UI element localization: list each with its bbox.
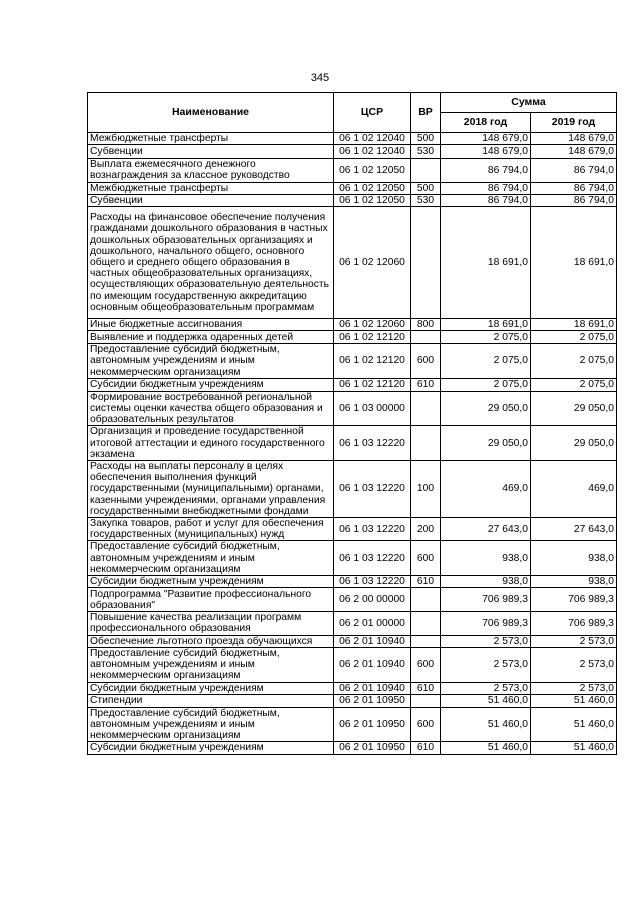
row-2018: 29 050,0 [441, 426, 531, 461]
row-name: Закупка товаров, работ и услуг для обеспечения государственных (муниципальных) нужд [88, 518, 334, 541]
row-2018: 148 679,0 [441, 145, 531, 159]
row-vr [411, 391, 441, 426]
row-2018: 148 679,0 [441, 133, 531, 145]
row-2018: 469,0 [441, 461, 531, 518]
table-row [88, 207, 617, 319]
row-vr: 610 [411, 576, 441, 588]
row-2019: 148 679,0 [531, 133, 617, 145]
row-csr: 06 1 03 00000 [334, 391, 411, 426]
row-csr: 06 1 02 12050 [334, 159, 411, 182]
row-vr: 800 [411, 319, 441, 331]
row-csr: 06 2 01 00000 [334, 612, 411, 635]
table-body [88, 133, 617, 755]
row-2018: 2 075,0 [441, 344, 531, 379]
row-2018: 2 573,0 [441, 647, 531, 682]
row-2018: 18 691,0 [441, 319, 531, 331]
row-name: Предоставление субсидий бюджетным, автономным учреждениям и иным некоммерческим организациям [88, 707, 334, 742]
row-2019: 29 050,0 [531, 391, 617, 426]
row-csr: 06 2 00 00000 [334, 588, 411, 612]
table-row [88, 426, 617, 461]
row-2019: 86 794,0 [531, 182, 617, 194]
row-vr [411, 207, 441, 319]
row-2019: 938,0 [531, 541, 617, 576]
row-2019: 86 794,0 [531, 194, 617, 206]
table-row [88, 159, 617, 182]
row-csr: 06 2 01 10940 [334, 635, 411, 647]
table-row [88, 742, 617, 754]
row-csr: 06 2 01 10940 [334, 647, 411, 682]
row-name: Выявление и поддержка одаренных детей [88, 331, 334, 344]
row-name: Выплата ежемесячного денежного вознаграждения за классное руководство [88, 159, 334, 182]
row-csr: 06 1 03 12220 [334, 576, 411, 588]
row-csr: 06 1 02 12040 [334, 133, 411, 145]
row-vr [411, 588, 441, 612]
row-name: Повышение качества реализации программ профессионального образования [88, 612, 334, 635]
row-vr: 530 [411, 194, 441, 206]
row-2019: 86 794,0 [531, 159, 617, 182]
row-2019: 27 643,0 [531, 518, 617, 541]
table-row [88, 541, 617, 576]
row-2018: 86 794,0 [441, 194, 531, 206]
row-2019: 2 573,0 [531, 647, 617, 682]
header-sum: Сумма [441, 93, 617, 113]
table-row [88, 391, 617, 426]
row-name: Формирование востребованной региональной системы оценки качества общего образования и образовательных результатов [88, 391, 334, 426]
table-row [88, 576, 617, 588]
row-csr: 06 1 02 12120 [334, 344, 411, 379]
table-header [88, 93, 617, 133]
row-2018: 51 460,0 [441, 742, 531, 754]
page-number: 345 [310, 72, 330, 84]
row-name: Подпрограмма "Развитие профессионального образования" [88, 588, 334, 612]
row-vr: 500 [411, 133, 441, 145]
row-name: Обеспечение льготного проезда обучающихся [88, 635, 334, 647]
row-2019: 2 573,0 [531, 682, 617, 694]
row-vr [411, 612, 441, 635]
row-2018: 2 075,0 [441, 331, 531, 344]
row-2018: 2 075,0 [441, 378, 531, 391]
table-row [88, 518, 617, 541]
row-name: Расходы на выплаты персоналу в целях обеспечения выполнения функций государственными (муниципальными) органами, казенными учреждениями, органами управления государственными внебюджетными фондами [88, 461, 334, 518]
row-name: Субвенции [88, 145, 334, 159]
row-vr: 100 [411, 461, 441, 518]
table-row [88, 378, 617, 391]
row-vr [411, 635, 441, 647]
row-2019: 18 691,0 [531, 319, 617, 331]
table-row [88, 319, 617, 331]
row-name: Иные бюджетные ассигнования [88, 319, 334, 331]
row-vr: 530 [411, 145, 441, 159]
row-csr: 06 1 03 12220 [334, 426, 411, 461]
row-name: Субсидии бюджетным учреждениям [88, 682, 334, 694]
table-row [88, 635, 617, 647]
header-2019: 2019 год [531, 113, 617, 133]
table-row [88, 331, 617, 344]
row-2018: 938,0 [441, 576, 531, 588]
row-2018: 51 460,0 [441, 707, 531, 742]
row-2018: 2 573,0 [441, 635, 531, 647]
table-row [88, 707, 617, 742]
row-2019: 51 460,0 [531, 707, 617, 742]
row-vr [411, 159, 441, 182]
row-vr [411, 331, 441, 344]
row-2019: 2 573,0 [531, 635, 617, 647]
row-2018: 86 794,0 [441, 182, 531, 194]
row-name: Субсидии бюджетным учреждениям [88, 742, 334, 754]
row-csr: 06 1 02 12120 [334, 331, 411, 344]
table-row [88, 194, 617, 206]
row-csr: 06 1 02 12040 [334, 145, 411, 159]
row-2018: 938,0 [441, 541, 531, 576]
row-csr: 06 1 03 12220 [334, 541, 411, 576]
row-2018: 51 460,0 [441, 694, 531, 707]
row-name: Предоставление субсидий бюджетным, автономным учреждениям и иным некоммерческим организациям [88, 344, 334, 379]
row-vr: 610 [411, 378, 441, 391]
row-csr: 06 2 01 10950 [334, 694, 411, 707]
row-name: Межбюджетные трансферты [88, 182, 334, 194]
row-2019: 706 989,3 [531, 588, 617, 612]
row-csr: 06 2 01 10940 [334, 682, 411, 694]
budget-table [87, 92, 617, 755]
row-vr [411, 426, 441, 461]
header-2018: 2018 год [441, 113, 531, 133]
row-csr: 06 1 02 12120 [334, 378, 411, 391]
table-row [88, 344, 617, 379]
row-2019: 148 679,0 [531, 145, 617, 159]
row-name: Предоставление субсидий бюджетным, автономным учреждениям и иным некоммерческим организациям [88, 541, 334, 576]
row-2018: 706 989,3 [441, 588, 531, 612]
row-csr: 06 2 01 10950 [334, 742, 411, 754]
row-vr: 600 [411, 541, 441, 576]
header-name: Наименование [88, 93, 334, 133]
row-2019: 706 989,3 [531, 612, 617, 635]
row-2018: 706 989,3 [441, 612, 531, 635]
row-2019: 18 691,0 [531, 207, 617, 319]
row-vr: 610 [411, 742, 441, 754]
row-name: Организация и проведение государственной итоговой аттестации и единого государственного экзамена [88, 426, 334, 461]
row-csr: 06 1 02 12060 [334, 207, 411, 319]
table-row [88, 182, 617, 194]
row-2018: 86 794,0 [441, 159, 531, 182]
row-vr: 600 [411, 707, 441, 742]
row-name: Межбюджетные трансферты [88, 133, 334, 145]
row-name: Стипендии [88, 694, 334, 707]
row-vr: 600 [411, 344, 441, 379]
table-row [88, 588, 617, 612]
row-2019: 2 075,0 [531, 344, 617, 379]
row-csr: 06 1 02 12050 [334, 194, 411, 206]
header-csr: ЦСР [334, 93, 411, 133]
row-2019: 2 075,0 [531, 331, 617, 344]
row-2019: 51 460,0 [531, 742, 617, 754]
row-vr: 600 [411, 647, 441, 682]
row-csr: 06 1 02 12060 [334, 319, 411, 331]
row-vr: 610 [411, 682, 441, 694]
row-2019: 469,0 [531, 461, 617, 518]
row-csr: 06 1 02 12050 [334, 182, 411, 194]
table-row [88, 682, 617, 694]
row-csr: 06 1 03 12220 [334, 461, 411, 518]
row-2019: 2 075,0 [531, 378, 617, 391]
row-2019: 51 460,0 [531, 694, 617, 707]
table-row [88, 133, 617, 145]
row-2019: 938,0 [531, 576, 617, 588]
row-2018: 18 691,0 [441, 207, 531, 319]
table-row [88, 694, 617, 707]
table-row [88, 461, 617, 518]
row-vr [411, 694, 441, 707]
row-name: Субвенции [88, 194, 334, 206]
table-row [88, 612, 617, 635]
row-name: Расходы на финансовое обеспечение получения гражданами дошкольного образования в частных дошкольных образовательных организациях и дошкольного, начального общего, основного общего и среднего общего образования в частных общеобразовательных организациях, осуществляющих образовательную деятельность по имеющим государственную аккредитацию основным общеобразовательным программам [88, 207, 334, 319]
row-csr: 06 2 01 10950 [334, 707, 411, 742]
row-name: Предоставление субсидий бюджетным, автономным учреждениям и иным некоммерческим организациям [88, 647, 334, 682]
row-name: Субсидии бюджетным учреждениям [88, 378, 334, 391]
row-2018: 27 643,0 [441, 518, 531, 541]
row-2018: 2 573,0 [441, 682, 531, 694]
table-row [88, 145, 617, 159]
row-vr: 200 [411, 518, 441, 541]
header-vr: ВР [411, 93, 441, 133]
row-2018: 29 050,0 [441, 391, 531, 426]
table-row [88, 647, 617, 682]
row-2019: 29 050,0 [531, 426, 617, 461]
row-csr: 06 1 03 12220 [334, 518, 411, 541]
row-name: Субсидии бюджетным учреждениям [88, 576, 334, 588]
row-vr: 500 [411, 182, 441, 194]
